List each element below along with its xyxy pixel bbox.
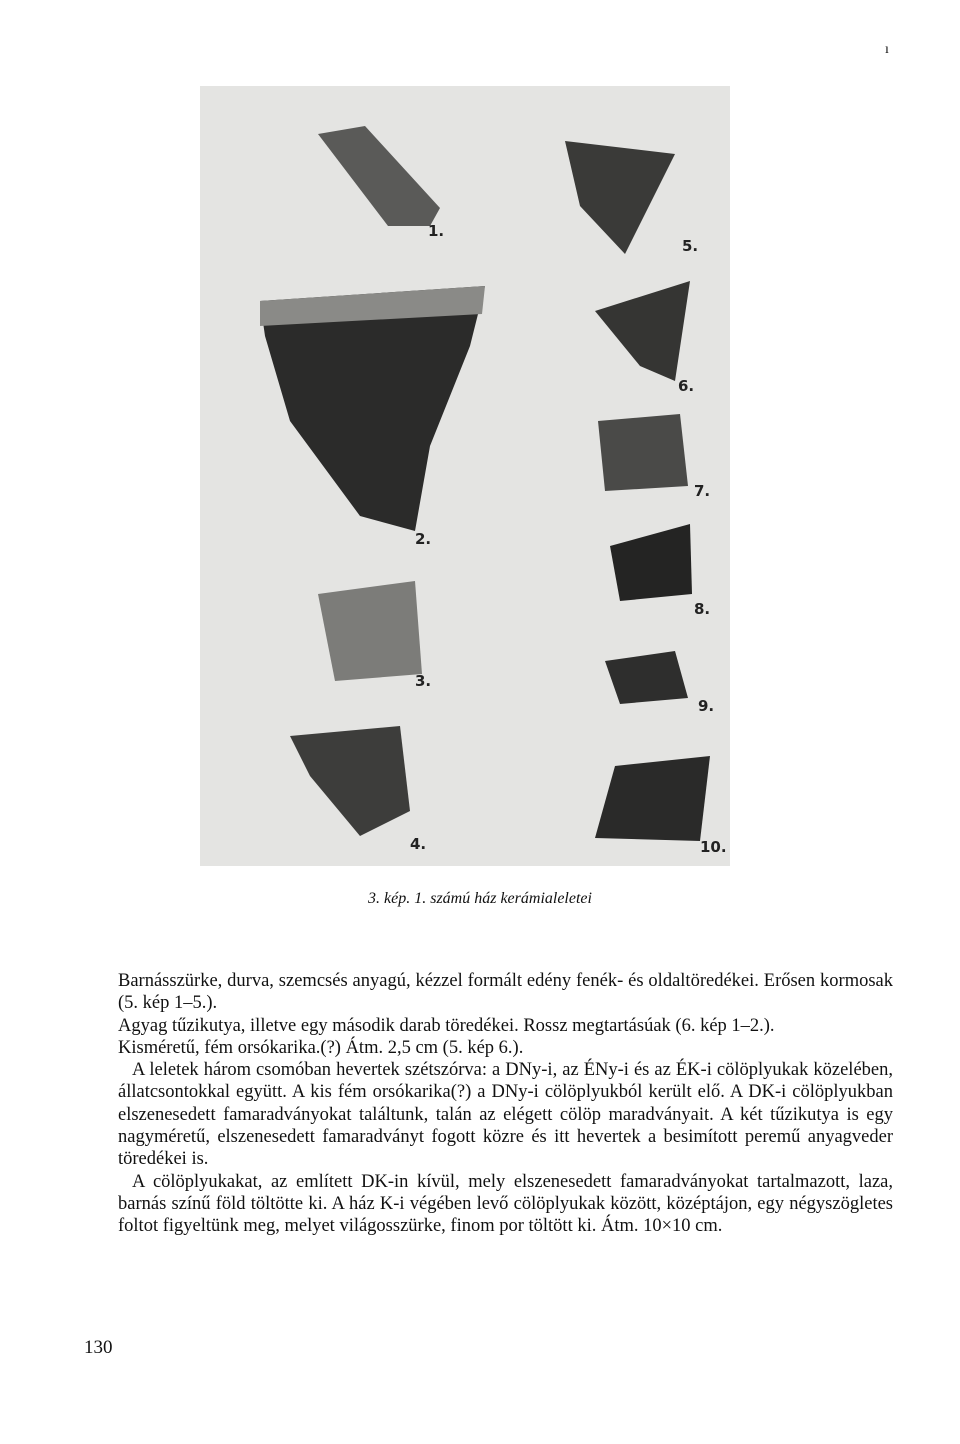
label-1: 1. [428,222,445,240]
label-6: 6. [678,377,695,395]
label-3: 3. [415,672,432,690]
label-2: 2. [415,530,432,548]
paragraph: Kisméretű, fém orsókarika.(?) Átm. 2,5 cm (5. kép 6.). [118,1037,524,1058]
label-4: 4. [410,835,427,853]
ceramic-photo [200,86,730,866]
label-9: 9. [698,697,715,715]
page-number: 130 [84,1337,113,1358]
paragraph: A cölöplyukakat, az említett DK-in kívül, mely elszenesedett famaradványokat tartalmazott, laza, barnás színű föld töltötte ki. A ház K-i végében levő cölöplyukak között, középtájon, egy négyszögletes foltot figyeltünk meg, melyet világosszürke, finom por töltött ki. Átm. 10×10 cm. [118,1171,893,1237]
paragraph: Agyag tűzikutya, illetve egy második darab töredékei. Rossz megtartásúak (6. kép 1–2.). [118,1015,775,1036]
corner-mark: ı [885,42,889,57]
label-10: 10. [700,838,727,856]
body-text [118,970,893,1238]
label-7: 7. [694,482,711,500]
shard-7 [598,414,688,491]
paragraph: Barnásszürke, durva, szemcsés anyagú, kézzel formált edény fenék- és oldaltöredékei. Erősen kormosak (5. kép 1–5.). [118,971,893,1014]
shard-3 [318,581,422,681]
label-5: 5. [682,237,699,255]
paragraph: A leletek három csomóban hevertek szétszórva: a DNy-i, az ÉNy-i és az ÉK-i cölöplyukak közelében, állatcsontokkal együtt. A kis fém orsókarika(?) a DNy-i cölöplyukból került elő. A DK-i cölöplyukban elszenesedett famaradványokat találtunk, talán az elégett cölöp maradványait. A két tűzikutya is egy nagyméretű, elszenesedett famaradványt fogott közre és itt hevertek a besimított peremű anyagveder töredékei is. [118,1060,893,1170]
figure-caption: 3. kép. 1. számú ház kerámialeletei [368,890,592,907]
label-8: 8. [694,600,711,618]
